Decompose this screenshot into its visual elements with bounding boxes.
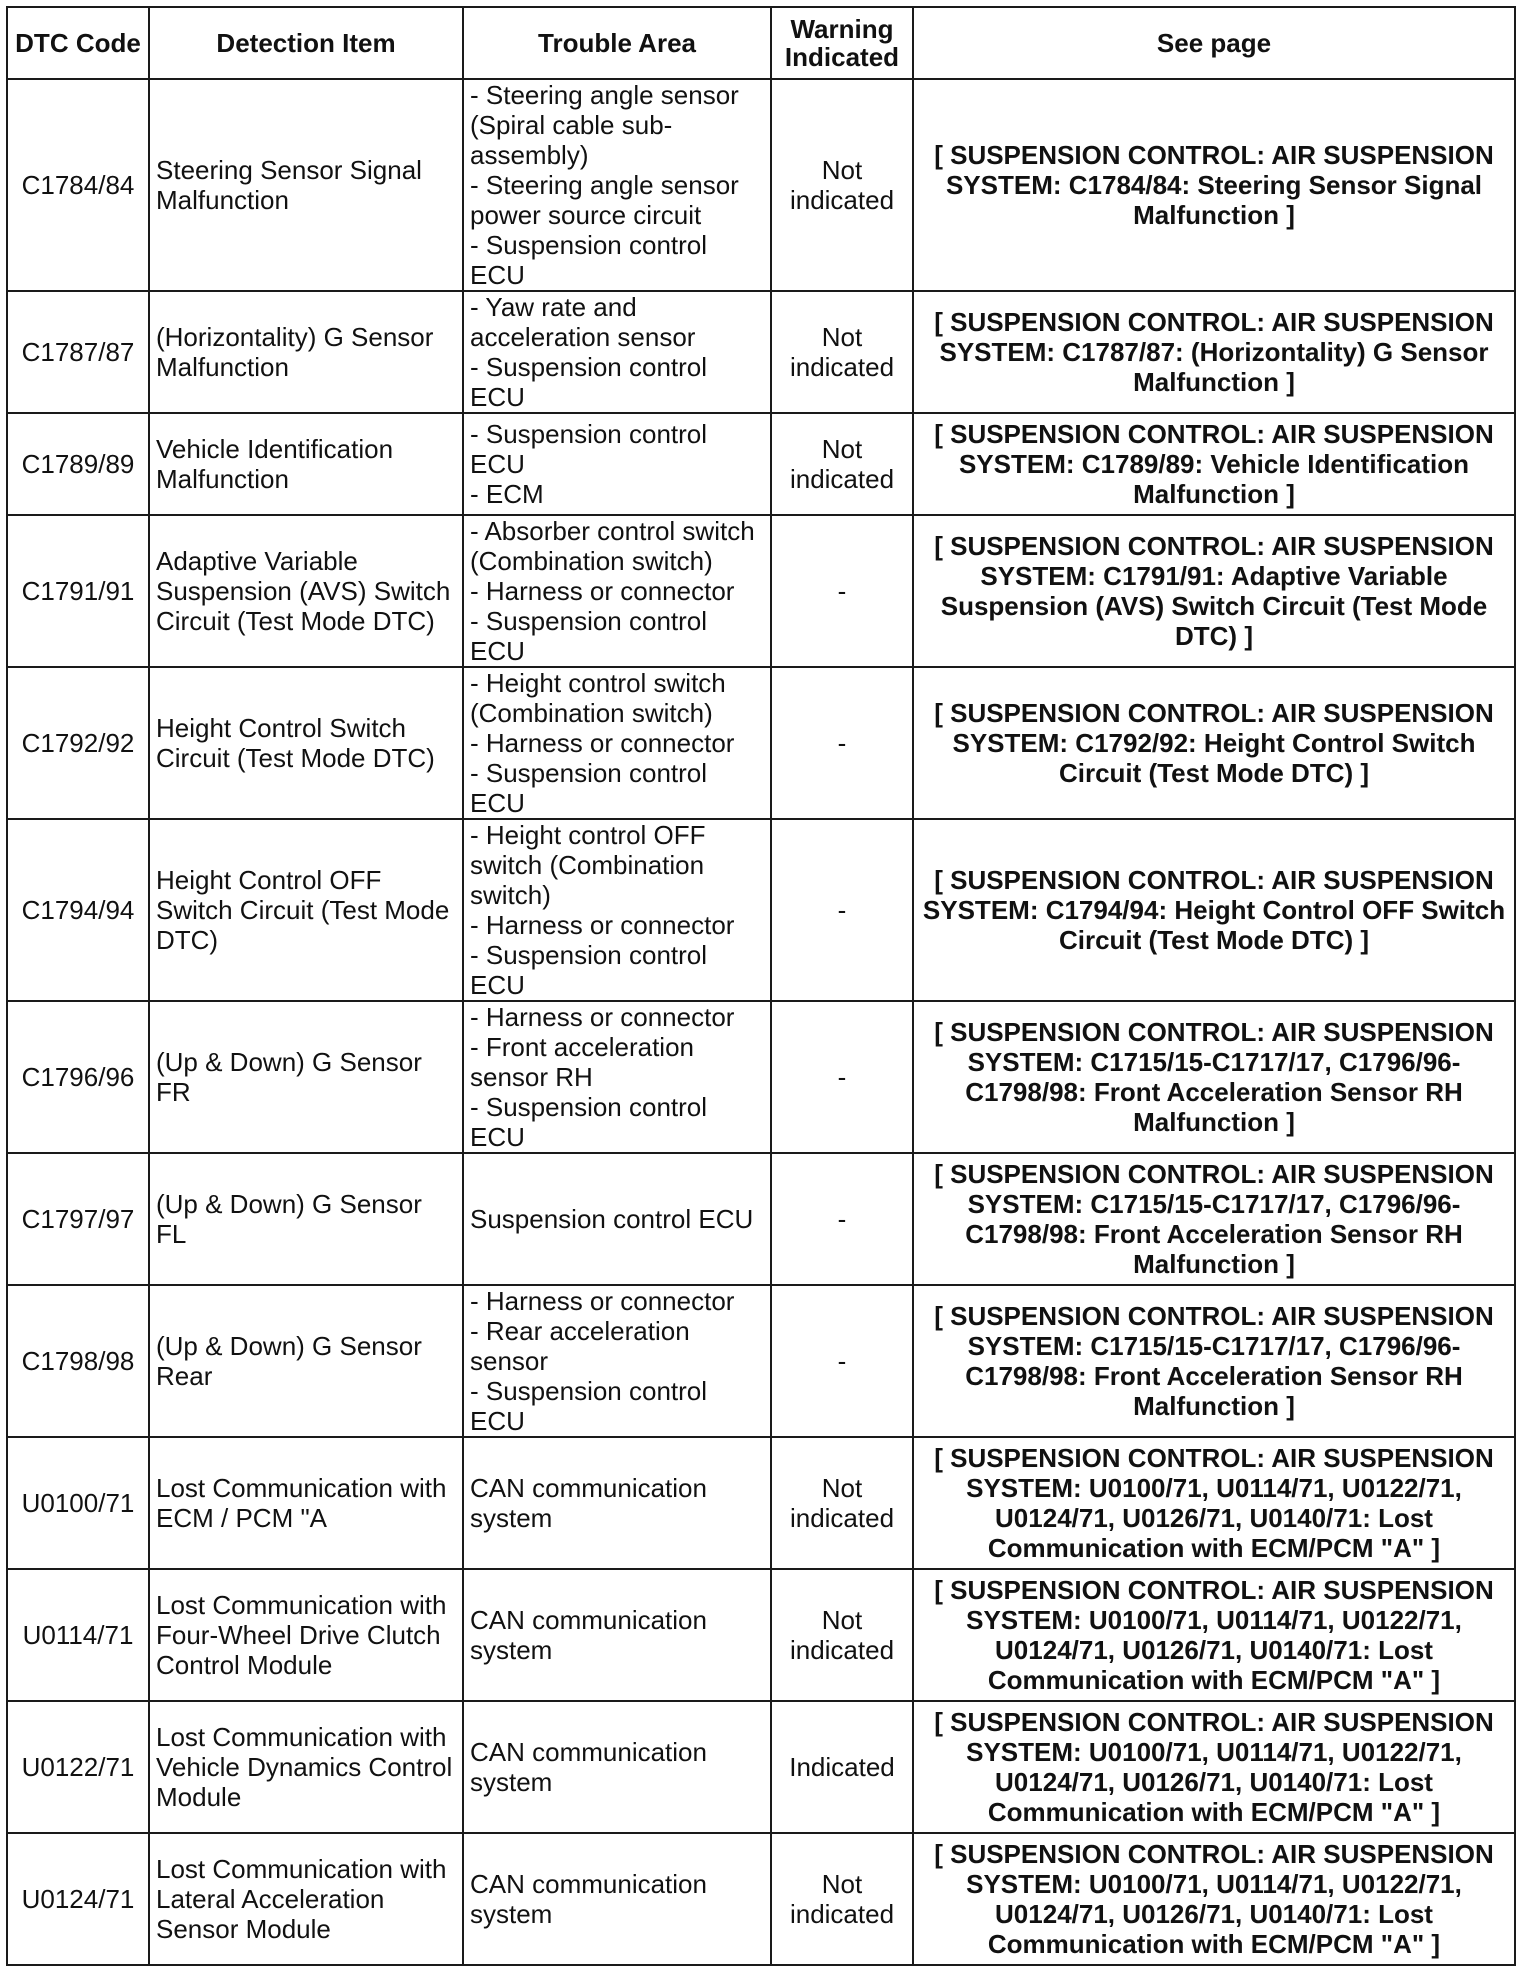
detection-item-cell: Lost Communication with ECM / PCM "A xyxy=(149,1437,463,1569)
header-see-page: See page xyxy=(913,7,1515,79)
see-page-link[interactable]: [ SUSPENSION CONTROL: AIR SUSPENSION SYSTEM: C1715/15-C1717/17, C1796/96-C1798/98: Front Acceleration Sensor RH Malfunction ] xyxy=(913,1001,1515,1153)
trouble-area-cell: CAN communication system xyxy=(463,1833,771,1965)
detection-item-cell: (Up & Down) G Sensor FR xyxy=(149,1001,463,1153)
table-row xyxy=(7,291,1515,413)
dtc-code-cell: C1798/98 xyxy=(7,1285,149,1437)
header-detection-item: Detection Item xyxy=(149,7,463,79)
dtc-code-cell: C1796/96 xyxy=(7,1001,149,1153)
detection-item-cell: Height Control OFF Switch Circuit (Test Mode DTC) xyxy=(149,819,463,1001)
dtc-code-cell: U0124/71 xyxy=(7,1833,149,1965)
header-warning-indicated: Warning Indicated xyxy=(771,7,913,79)
warning-cell: - xyxy=(771,1153,913,1285)
dtc-code-cell: U0100/71 xyxy=(7,1437,149,1569)
dtc-code-cell: C1784/84 xyxy=(7,79,149,291)
see-page-link[interactable]: [ SUSPENSION CONTROL: AIR SUSPENSION SYSTEM: C1789/89: Vehicle Identification Malfunction ] xyxy=(913,413,1515,515)
detection-item-cell: Adaptive Variable Suspension (AVS) Switch Circuit (Test Mode DTC) xyxy=(149,515,463,667)
dtc-code-cell: C1787/87 xyxy=(7,291,149,413)
trouble-area-cell: - Suspension control ECU - ECM xyxy=(463,413,771,515)
see-page-link[interactable]: [ SUSPENSION CONTROL: AIR SUSPENSION SYSTEM: C1794/94: Height Control OFF Switch Circuit (Test Mode DTC) ] xyxy=(913,819,1515,1001)
trouble-area-cell: CAN communication system xyxy=(463,1569,771,1701)
warning-cell: Indicated xyxy=(771,1701,913,1833)
warning-cell: - xyxy=(771,1001,913,1153)
header-trouble-area: Trouble Area xyxy=(463,7,771,79)
table-row xyxy=(7,1285,1515,1437)
see-page-link[interactable]: [ SUSPENSION CONTROL: AIR SUSPENSION SYSTEM: U0100/71, U0114/71, U0122/71, U0124/71, U0126/71, U0140/71: Lost Communication with ECM/PCM "A" ] xyxy=(913,1833,1515,1965)
table-row xyxy=(7,1833,1515,1965)
see-page-link[interactable]: [ SUSPENSION CONTROL: AIR SUSPENSION SYSTEM: U0100/71, U0114/71, U0122/71, U0124/71, U0126/71, U0140/71: Lost Communication with ECM/PCM "A" ] xyxy=(913,1569,1515,1701)
warning-cell: - xyxy=(771,819,913,1001)
dtc-code-cell: C1789/89 xyxy=(7,413,149,515)
trouble-area-cell: CAN communication system xyxy=(463,1701,771,1833)
detection-item-cell: (Horizontality) G Sensor Malfunction xyxy=(149,291,463,413)
warning-cell: Not indicated xyxy=(771,1437,913,1569)
trouble-area-cell: - Height control OFF switch (Combination switch) - Harness or connector - Suspension control ECU xyxy=(463,819,771,1001)
see-page-link[interactable]: [ SUSPENSION CONTROL: AIR SUSPENSION SYSTEM: U0100/71, U0114/71, U0122/71, U0124/71, U0126/71, U0140/71: Lost Communication with ECM/PCM "A" ] xyxy=(913,1437,1515,1569)
table-row xyxy=(7,79,1515,291)
table-row xyxy=(7,1569,1515,1701)
dtc-code-cell: C1794/94 xyxy=(7,819,149,1001)
dtc-code-cell: C1791/91 xyxy=(7,515,149,667)
trouble-area-cell: - Absorber control switch (Combination switch) - Harness or connector - Suspension control ECU xyxy=(463,515,771,667)
table-row xyxy=(7,413,1515,515)
trouble-area-cell: CAN communication system xyxy=(463,1437,771,1569)
table-row xyxy=(7,819,1515,1001)
trouble-area-cell: - Steering angle sensor (Spiral cable sub-assembly) - Steering angle sensor power source circuit - Suspension control ECU xyxy=(463,79,771,291)
see-page-link[interactable]: [ SUSPENSION CONTROL: AIR SUSPENSION SYSTEM: C1792/92: Height Control Switch Circuit (Test Mode DTC) ] xyxy=(913,667,1515,819)
detection-item-cell: Lost Communication with Lateral Acceleration Sensor Module xyxy=(149,1833,463,1965)
see-page-link[interactable]: [ SUSPENSION CONTROL: AIR SUSPENSION SYSTEM: C1715/15-C1717/17, C1796/96-C1798/98: Front Acceleration Sensor RH Malfunction ] xyxy=(913,1285,1515,1437)
table-row xyxy=(7,1701,1515,1833)
see-page-link[interactable]: [ SUSPENSION CONTROL: AIR SUSPENSION SYSTEM: C1715/15-C1717/17, C1796/96-C1798/98: Front Acceleration Sensor RH Malfunction ] xyxy=(913,1153,1515,1285)
dtc-code-cell: C1792/92 xyxy=(7,667,149,819)
warning-cell: Not indicated xyxy=(771,1833,913,1965)
detection-item-cell: Vehicle Identification Malfunction xyxy=(149,413,463,515)
warning-cell: - xyxy=(771,667,913,819)
table-row xyxy=(7,1437,1515,1569)
detection-item-cell: Lost Communication with Vehicle Dynamics Control Module xyxy=(149,1701,463,1833)
detection-item-cell: (Up & Down) G Sensor FL xyxy=(149,1153,463,1285)
dtc-table-container xyxy=(6,6,1516,1966)
trouble-area-cell: - Harness or connector - Rear acceleration sensor - Suspension control ECU xyxy=(463,1285,771,1437)
detection-item-cell: (Up & Down) G Sensor Rear xyxy=(149,1285,463,1437)
dtc-table xyxy=(6,6,1516,1966)
see-page-link[interactable]: [ SUSPENSION CONTROL: AIR SUSPENSION SYSTEM: C1791/91: Adaptive Variable Suspension (AVS) Switch Circuit (Test Mode DTC) ] xyxy=(913,515,1515,667)
table-row xyxy=(7,667,1515,819)
detection-item-cell: Lost Communication with Four-Wheel Drive Clutch Control Module xyxy=(149,1569,463,1701)
warning-cell: Not indicated xyxy=(771,79,913,291)
header-dtc-code: DTC Code xyxy=(7,7,149,79)
table-row xyxy=(7,1153,1515,1285)
trouble-area-cell: - Height control switch (Combination switch) - Harness or connector - Suspension control ECU xyxy=(463,667,771,819)
detection-item-cell: Height Control Switch Circuit (Test Mode DTC) xyxy=(149,667,463,819)
trouble-area-cell: Suspension control ECU xyxy=(463,1153,771,1285)
see-page-link[interactable]: [ SUSPENSION CONTROL: AIR SUSPENSION SYSTEM: U0100/71, U0114/71, U0122/71, U0124/71, U0126/71, U0140/71: Lost Communication with ECM/PCM "A" ] xyxy=(913,1701,1515,1833)
header-row xyxy=(7,7,1515,79)
table-row xyxy=(7,1001,1515,1153)
see-page-link[interactable]: [ SUSPENSION CONTROL: AIR SUSPENSION SYSTEM: C1784/84: Steering Sensor Signal Malfunction ] xyxy=(913,79,1515,291)
dtc-code-cell: U0122/71 xyxy=(7,1701,149,1833)
detection-item-cell: Steering Sensor Signal Malfunction xyxy=(149,79,463,291)
trouble-area-cell: - Harness or connector - Front acceleration sensor RH - Suspension control ECU xyxy=(463,1001,771,1153)
table-row xyxy=(7,515,1515,667)
dtc-code-cell: C1797/97 xyxy=(7,1153,149,1285)
see-page-link[interactable]: [ SUSPENSION CONTROL: AIR SUSPENSION SYSTEM: C1787/87: (Horizontality) G Sensor Malfunction ] xyxy=(913,291,1515,413)
warning-cell: Not indicated xyxy=(771,1569,913,1701)
warning-cell: Not indicated xyxy=(771,291,913,413)
trouble-area-cell: - Yaw rate and acceleration sensor - Suspension control ECU xyxy=(463,291,771,413)
warning-cell: - xyxy=(771,515,913,667)
warning-cell: Not indicated xyxy=(771,413,913,515)
dtc-code-cell: U0114/71 xyxy=(7,1569,149,1701)
warning-cell: - xyxy=(771,1285,913,1437)
